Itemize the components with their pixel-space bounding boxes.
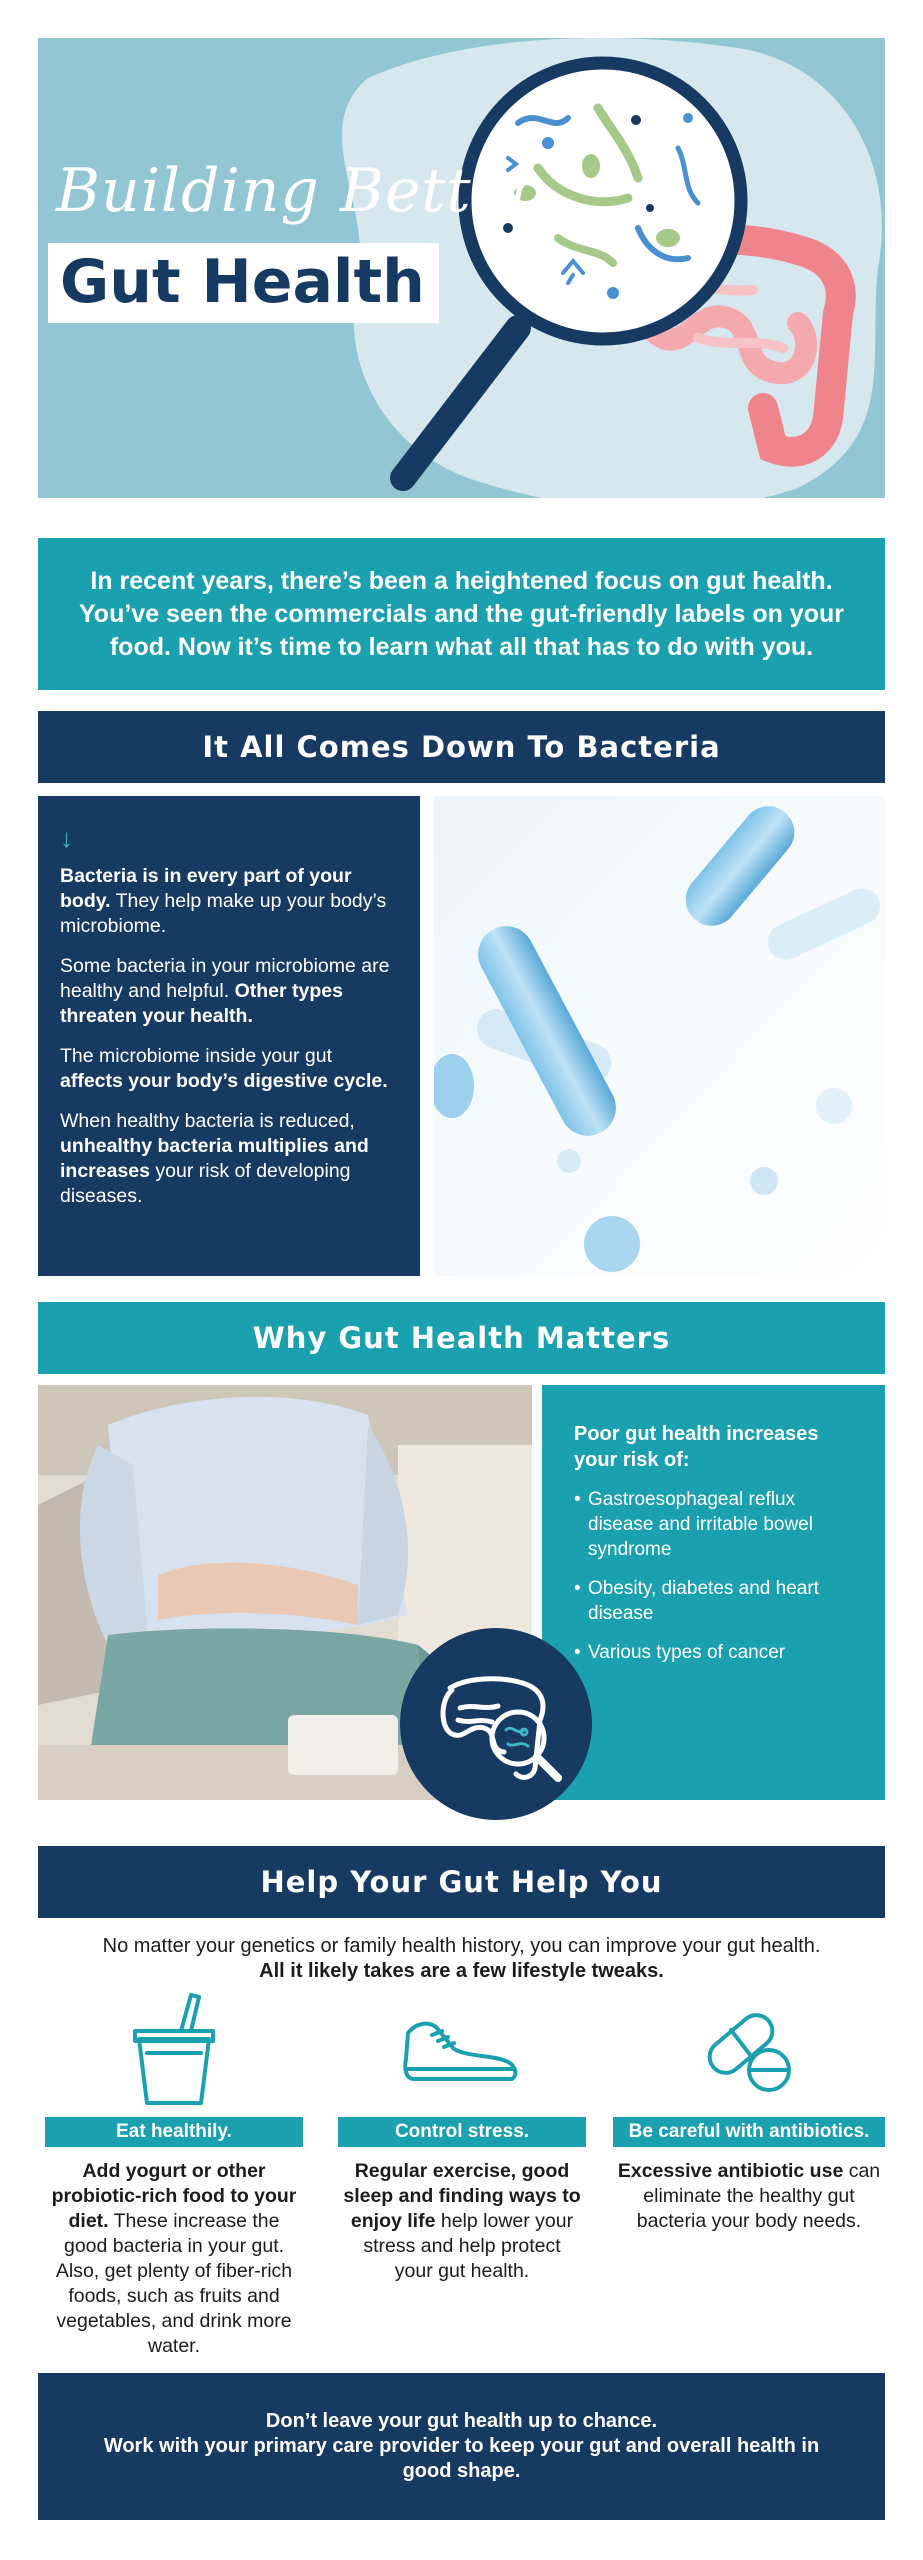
hero-title: Gut Health [60, 247, 425, 317]
section-header-help [38, 1846, 885, 1918]
risk-item: • Gastroesophageal reflux disease and irritable bowel syndrome [574, 1487, 859, 1562]
tip-antibiotics [613, 1985, 885, 2234]
section-header-why [38, 1302, 885, 1374]
tip-label: Eat healthily. [45, 2117, 303, 2147]
tip-eat-healthily [45, 1985, 303, 2359]
hero-banner [38, 38, 885, 498]
intro-text: In recent years, there’s been a heightened focus on gut health. You’ve seen the commercials and the gut-friendly labels on your food. Now it’s time to learn what all that has to do with you. [78, 566, 844, 661]
sneaker-icon [338, 1985, 586, 2117]
intestine-magnifier-icon [400, 1628, 592, 1820]
risk-list [574, 1487, 859, 1665]
risk-item: • Obesity, diabetes and heart disease [574, 1576, 859, 1626]
bacteria-paragraph-4: When healthy bacteria is reduced, unhealthy bacteria multiplies and increases your risk of developing diseases. [60, 1110, 369, 1207]
footer-banner [38, 2373, 885, 2520]
bacteria-microscope-image [434, 796, 885, 1276]
tip-label: Control stress. [338, 2117, 586, 2147]
tip-control-stress [338, 1985, 586, 2284]
help-subtitle-line1: No matter your genetics or family health history, you can improve your gut health. [102, 1935, 821, 1957]
tip-body: Add yogurt or other probiotic-rich food to your diet. These increase the good bacteria in your gut. Also, get plenty of fiber-rich foods, such as fruits and vegetables, and drink more water. [51, 2160, 297, 2357]
yogurt-icon [45, 1985, 303, 2117]
risk-item: • Various types of cancer [574, 1640, 859, 1665]
footer-text [78, 2409, 845, 2484]
tip-label: Be careful with antibiotics. [613, 2117, 885, 2147]
help-subtitle [38, 1934, 885, 1984]
bacteria-paragraph-1: Bacteria is in every part of your body. They help make up your body’s microbiome. [60, 865, 387, 937]
risk-panel [542, 1385, 885, 1800]
section-title-why: Why Gut Health Matters [252, 1321, 671, 1355]
section-header-bacteria [38, 711, 885, 783]
footer-line2: Work with your primary care provider to keep your gut and overall health in good shape. [103, 2435, 820, 2482]
pill-icon [613, 1985, 885, 2117]
bacteria-paragraph-2: Some bacteria in your microbiome are healthy and helpful. Other types threaten your health. [60, 955, 390, 1027]
bacteria-text-panel [38, 796, 420, 1276]
section-title-help: Help Your Gut Help You [260, 1865, 663, 1899]
hero-title-box [48, 243, 439, 323]
risk-lead: Poor gut health increases your risk of: [574, 1423, 819, 1471]
intro-banner [38, 538, 885, 690]
help-subtitle-line2: All it likely takes are a few lifestyle tweaks. [259, 1960, 664, 1982]
tip-body: Excessive antibiotic use can eliminate the healthy gut bacteria your body needs. [617, 2160, 881, 2232]
section-title-bacteria: It All Comes Down To Bacteria [202, 730, 721, 764]
bacteria-paragraph-3: The microbiome inside your gut affects your body’s digestive cycle. [60, 1045, 388, 1092]
arrow-down-icon: ↓ [60, 823, 73, 853]
tip-body: Regular exercise, good sleep and finding ways to enjoy life help lower your stress and help protect your gut health. [343, 2160, 581, 2282]
hero-script-title: Building Better [56, 156, 538, 226]
footer-line1: Don’t leave your gut health up to chance. [265, 2410, 658, 2432]
